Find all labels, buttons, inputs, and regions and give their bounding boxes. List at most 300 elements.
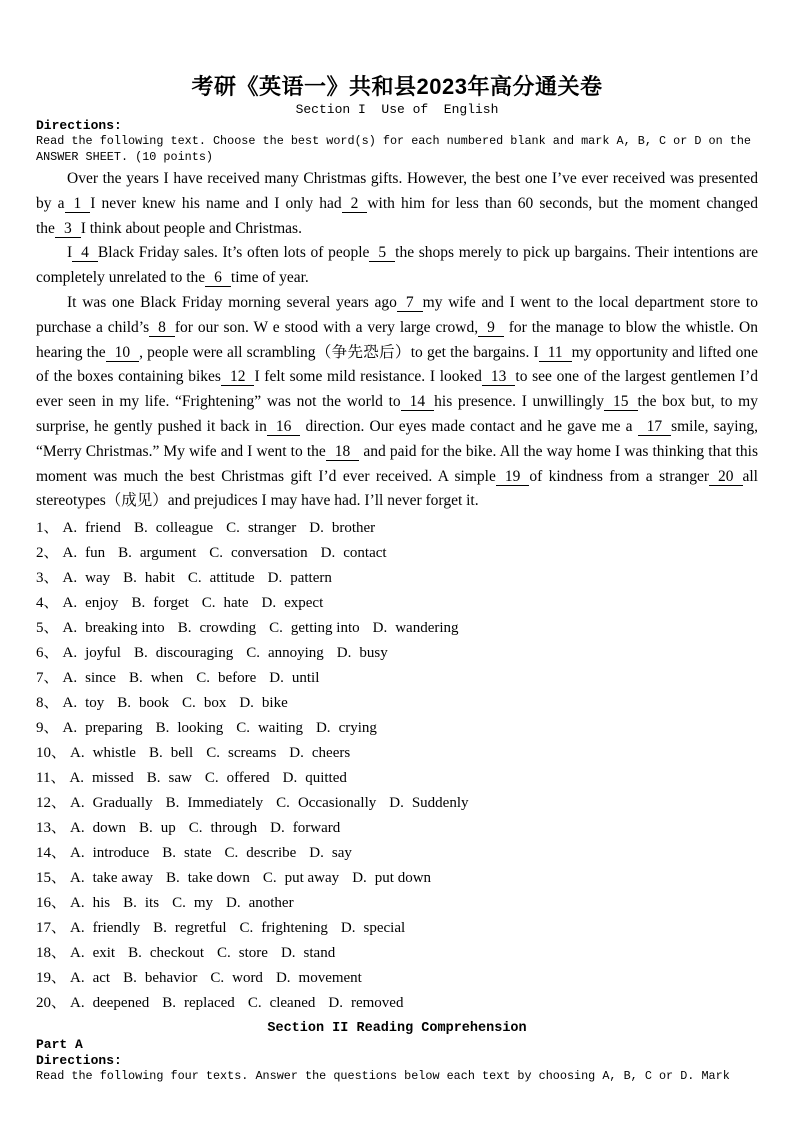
option-text: discouraging <box>155 645 234 662</box>
option-c <box>236 720 303 736</box>
question-row-18 <box>36 941 758 966</box>
option-b <box>153 920 226 936</box>
option-text: stand <box>303 945 336 962</box>
option-letter: B. <box>155 720 170 737</box>
question-number: 14、 <box>36 845 67 862</box>
option-letter: D. <box>389 795 404 812</box>
option-a <box>70 820 126 836</box>
option-a <box>63 645 121 661</box>
option-text: when <box>150 670 184 687</box>
option-b <box>129 670 183 686</box>
question-row-10 <box>36 741 758 766</box>
option-text: frightening <box>261 920 328 937</box>
option-d <box>270 820 340 836</box>
option-text: expect <box>284 595 324 612</box>
option-letter: A. <box>70 920 85 937</box>
option-text: act <box>92 970 111 987</box>
option-c <box>202 595 249 611</box>
option-d <box>276 970 362 986</box>
option-letter: A. <box>62 620 78 637</box>
option-d <box>289 745 350 761</box>
option-letter: C. <box>262 870 277 887</box>
question-row-19 <box>36 966 758 991</box>
option-text: before <box>217 670 257 687</box>
option-text: Immediately <box>187 795 264 812</box>
option-c <box>225 845 297 861</box>
option-text: take down <box>187 870 250 887</box>
option-text: brother <box>331 520 376 537</box>
option-d <box>269 670 319 686</box>
option-a <box>70 870 153 886</box>
option-text: forget <box>153 595 189 612</box>
question-row-5 <box>36 616 758 641</box>
option-text: movement <box>298 970 362 987</box>
option-letter: B. <box>123 970 137 987</box>
option-letter: D. <box>309 845 324 862</box>
option-d <box>281 945 335 961</box>
option-text: pattern <box>290 570 332 587</box>
section2-directions-line: Read the following four texts. Answer the questions below each text by choosing A, B, C or D. Mark <box>36 1069 730 1084</box>
option-c <box>226 520 296 536</box>
option-c <box>210 970 263 986</box>
option-letter: C. <box>210 970 225 987</box>
section1-heading: Section I Use of English <box>295 102 499 117</box>
option-text: removed <box>350 995 404 1012</box>
option-text: friend <box>85 520 121 537</box>
question-number: 10、 <box>36 745 67 762</box>
option-c <box>248 995 316 1011</box>
option-c <box>240 920 328 936</box>
option-d <box>337 645 388 661</box>
option-letter: A. <box>70 995 85 1012</box>
question-row-8 <box>36 691 758 716</box>
question-number: 16、 <box>36 895 67 912</box>
option-letter: C. <box>187 570 202 587</box>
section2-heading: Section II Reading Comprehension <box>267 1021 527 1037</box>
option-text: missed <box>92 770 134 787</box>
option-letter: A. <box>70 895 85 912</box>
option-text: box <box>203 695 227 712</box>
option-letter: D. <box>226 895 241 912</box>
question-row-3 <box>36 566 758 591</box>
option-c <box>269 620 360 636</box>
option-text: breaking into <box>85 620 165 637</box>
option-text: hate <box>223 595 249 612</box>
option-letter: C. <box>172 895 186 912</box>
passage-paragraph: It was one Black Friday morning several years ago 7 my wife and I went to the local department store to purchase a child’s 8 for our son. W e stood with a very large crowd, 9 for the manage to blow the whistle. On hearing the 10 , people were all scrambling（争先恐后）to get the bargains. I 11 my opportunity and lifted one of the boxes containing bikes 12 I felt some mild resistance. I looked 13 to see one of the largest gentlemen I’d ever seen in my life. “Frightening” was not the world to 14 his presence. I unwillingly 15 the box but, to my surprise, he gently pushed it back in 16 direction. Our eyes made contact and he gave me a 17 smile, saying, “Merry Christmas.” My wife and I went to the 18 and paid for the bike. All the way home I was thinking that this moment was much the best Christmas gift I’d ever received. A simple 19 of kindness from a stranger 20 all stereotypes（成见）and prejudices I may have had. I’ll never forget it. <box>36 293 759 510</box>
option-a <box>63 620 165 636</box>
option-text: contact <box>343 545 387 562</box>
option-b <box>123 570 175 586</box>
option-text: Gradually <box>92 795 153 812</box>
option-text: store <box>238 945 268 962</box>
option-letter: B. <box>133 520 148 537</box>
option-letter: A. <box>70 745 85 762</box>
option-text: friendly <box>92 920 141 937</box>
option-letter: D. <box>261 595 277 612</box>
option-b <box>178 620 256 636</box>
option-text: behavior <box>144 970 198 987</box>
option-text: exit <box>92 945 116 962</box>
option-a <box>63 520 121 536</box>
question-number: 9、 <box>36 720 59 737</box>
option-a <box>63 545 106 561</box>
question-number: 1、 <box>36 520 59 537</box>
option-text: cleaned <box>269 995 316 1012</box>
cloze-blank-18: 18 <box>326 443 360 461</box>
option-text: through <box>210 820 258 837</box>
question-row-1 <box>36 516 758 541</box>
option-text: quitted <box>305 770 347 787</box>
question-row-15 <box>36 866 758 891</box>
section1-directions-label: Directions: <box>36 118 122 133</box>
question-number: 18、 <box>36 945 67 962</box>
option-c <box>205 770 270 786</box>
option-d <box>316 720 377 736</box>
cloze-blank-9: 9 <box>478 319 504 337</box>
option-letter: C. <box>247 995 262 1012</box>
option-text: regretful <box>174 920 227 937</box>
option-text: bike <box>261 695 288 712</box>
option-text: argument <box>139 545 197 562</box>
option-letter: C. <box>269 620 283 637</box>
option-b <box>123 895 159 911</box>
option-text: describe <box>246 845 297 862</box>
option-text: conversation <box>231 545 308 562</box>
option-text: my <box>193 895 214 912</box>
option-b <box>118 545 196 561</box>
question-number: 19、 <box>36 970 67 987</box>
option-text: preparing <box>85 720 143 737</box>
option-a <box>70 845 149 861</box>
option-letter: A. <box>69 770 85 787</box>
option-letter: B. <box>138 820 153 837</box>
option-letter: C. <box>246 645 260 662</box>
option-text: busy <box>359 645 388 662</box>
option-b <box>123 970 197 986</box>
cloze-blank-3: 3 <box>55 220 81 238</box>
option-d <box>268 570 332 586</box>
option-letter: A. <box>70 970 85 987</box>
option-letter: B. <box>117 695 132 712</box>
option-a <box>70 795 153 811</box>
question-list <box>36 516 758 1016</box>
option-text: enjoy <box>85 595 119 612</box>
option-text: cheers <box>311 745 351 762</box>
question-row-6 <box>36 641 758 666</box>
option-d <box>328 995 403 1011</box>
option-c <box>217 945 268 961</box>
option-text: looking <box>177 720 224 737</box>
option-letter: B. <box>148 745 163 762</box>
option-letter: D. <box>352 870 367 887</box>
option-a <box>69 770 133 786</box>
section2-directions-label: Directions: <box>36 1053 122 1069</box>
question-number: 12、 <box>36 795 67 812</box>
cloze-blank-20: 20 <box>709 468 743 486</box>
option-b <box>162 995 235 1011</box>
option-text: screams <box>227 745 277 762</box>
option-b <box>131 595 188 611</box>
option-letter: B. <box>118 545 132 562</box>
option-letter: B. <box>133 645 148 662</box>
question-row-20 <box>36 991 758 1016</box>
question-number: 4、 <box>36 595 59 612</box>
option-letter: D. <box>267 570 283 587</box>
question-number: 15、 <box>36 870 67 887</box>
option-letter: D. <box>336 645 352 662</box>
option-letter: B. <box>131 595 146 612</box>
cloze-blank-19: 19 <box>496 468 530 486</box>
option-b <box>162 845 211 861</box>
option-letter: B. <box>146 770 161 787</box>
option-text: down <box>92 820 126 837</box>
option-a <box>70 745 136 761</box>
question-number: 17、 <box>36 920 67 937</box>
option-letter: B. <box>162 845 177 862</box>
option-text: book <box>139 695 170 712</box>
option-letter: B. <box>165 795 180 812</box>
option-text: saw <box>168 770 192 787</box>
option-letter: A. <box>62 720 78 737</box>
option-letter: A. <box>70 845 85 862</box>
cloze-blank-11: 11 <box>539 344 572 362</box>
option-letter: C. <box>188 820 203 837</box>
option-b <box>156 720 224 736</box>
option-text: state <box>184 845 212 862</box>
option-text: word <box>232 970 263 987</box>
question-number: 5、 <box>36 620 59 637</box>
option-letter: A. <box>62 595 78 612</box>
option-letter: C. <box>226 520 240 537</box>
option-letter: D. <box>315 720 331 737</box>
option-c <box>172 895 213 911</box>
option-d <box>309 520 375 536</box>
option-text: habit <box>144 570 175 587</box>
option-text: stranger <box>247 520 297 537</box>
option-text: another <box>248 895 294 912</box>
option-d <box>309 845 352 861</box>
option-d <box>283 770 347 786</box>
option-text: up <box>160 820 176 837</box>
option-letter: A. <box>70 820 85 837</box>
option-b <box>134 645 233 661</box>
option-text: whistle <box>92 745 136 762</box>
option-letter: C. <box>236 720 250 737</box>
option-letter: B. <box>123 895 137 912</box>
option-letter: B. <box>162 995 177 1012</box>
question-row-13 <box>36 816 758 841</box>
option-text: take away <box>92 870 153 887</box>
option-text: wandering <box>395 620 459 637</box>
option-text: crowding <box>199 620 257 637</box>
cloze-blank-14: 14 <box>401 393 435 411</box>
option-text: offered <box>226 770 270 787</box>
option-a <box>70 895 110 911</box>
option-b <box>149 745 193 761</box>
option-b <box>166 795 264 811</box>
option-c <box>206 745 276 761</box>
option-letter: A. <box>70 795 85 812</box>
question-number: 2、 <box>36 545 59 562</box>
option-b <box>147 770 192 786</box>
option-d <box>352 870 431 886</box>
option-letter: B. <box>166 870 180 887</box>
option-letter: A. <box>70 870 85 887</box>
option-b <box>128 945 204 961</box>
option-d <box>226 895 294 911</box>
option-text: replaced <box>184 995 235 1012</box>
option-letter: C. <box>182 695 196 712</box>
option-c <box>209 545 307 561</box>
option-letter: D. <box>270 820 285 837</box>
option-text: getting into <box>290 620 360 637</box>
option-b <box>139 820 176 836</box>
option-c <box>189 820 257 836</box>
cloze-blank-17: 17 <box>638 418 672 436</box>
option-a <box>70 970 110 986</box>
section1-directions-line: Read the following text. Choose the best word(s) for each numbered blank and mark A, B, C or D on the <box>36 134 752 148</box>
question-number: 3、 <box>36 570 59 587</box>
option-letter: D. <box>289 745 304 762</box>
option-text: Suddenly <box>411 795 469 812</box>
question-row-11 <box>36 766 758 791</box>
option-letter: D. <box>282 770 298 787</box>
option-letter: B. <box>153 920 167 937</box>
option-text: annoying <box>267 645 324 662</box>
option-letter: A. <box>70 945 85 962</box>
section1-directions-line: ANSWER SHEET. (10 points) <box>36 149 213 164</box>
question-number: 13、 <box>36 820 67 837</box>
option-letter: B. <box>177 620 192 637</box>
part-a-label: Part A <box>36 1037 83 1053</box>
option-c <box>246 645 324 661</box>
question-number: 20、 <box>36 995 67 1012</box>
question-row-17 <box>36 916 758 941</box>
question-number: 7、 <box>36 670 59 687</box>
option-b <box>134 520 213 536</box>
option-text: colleague <box>155 520 214 537</box>
question-row-12 <box>36 791 758 816</box>
option-letter: D. <box>320 545 336 562</box>
question-row-7 <box>36 666 758 691</box>
option-a <box>70 945 115 961</box>
option-letter: D. <box>372 620 388 637</box>
option-letter: C. <box>196 670 210 687</box>
question-row-4 <box>36 591 758 616</box>
option-letter: D. <box>275 970 291 987</box>
option-text: way <box>85 570 111 587</box>
option-a <box>63 570 111 586</box>
cloze-blank-16: 16 <box>267 418 301 436</box>
option-letter: B. <box>128 670 143 687</box>
passage-paragraph: Over the years I have received many Christmas gifts. However, the best one I’ve ever received was presented by a 1 I never knew his name and I only had 2 with him for less than 60 seconds, but the moment changed the 3 I think about people and Christmas. <box>36 170 758 237</box>
option-a <box>70 995 149 1011</box>
option-letter: A. <box>62 520 78 537</box>
question-number: 6、 <box>36 645 59 662</box>
option-letter: D. <box>340 920 356 937</box>
option-letter: C. <box>201 595 216 612</box>
option-c <box>188 570 255 586</box>
option-letter: D. <box>239 695 254 712</box>
passage-paragraph: I 4 Black Friday sales. It’s often lots of people 5 the shops merely to pick up bargains. Their intentions are completely unrelated to the 6 time of year. <box>36 244 759 287</box>
page-title: 考研《英语一》共和县2023年高分通关卷 <box>191 74 603 99</box>
option-c <box>263 870 339 886</box>
option-b <box>117 695 169 711</box>
cloze-blank-5: 5 <box>369 244 395 262</box>
option-letter: A. <box>62 545 78 562</box>
question-row-2 <box>36 541 758 566</box>
option-letter: C. <box>206 745 220 762</box>
option-letter: A. <box>62 570 78 587</box>
option-a <box>63 720 143 736</box>
option-d <box>341 920 405 936</box>
cloze-blank-13: 13 <box>482 368 516 386</box>
option-a <box>63 595 119 611</box>
option-text: crying <box>338 720 377 737</box>
option-letter: D. <box>309 520 324 537</box>
option-text: his <box>92 895 111 912</box>
option-letter: C. <box>217 945 231 962</box>
option-text: Occasionally <box>297 795 377 812</box>
option-letter: D. <box>280 945 296 962</box>
question-row-16 <box>36 891 758 916</box>
option-letter: D. <box>269 670 284 687</box>
option-b <box>166 870 250 886</box>
option-d <box>321 545 387 561</box>
option-text: toy <box>85 695 105 712</box>
option-text: its <box>144 895 160 912</box>
option-letter: C. <box>209 545 224 562</box>
option-text: put down <box>374 870 432 887</box>
question-number: 11、 <box>36 770 66 787</box>
option-letter: B. <box>128 945 142 962</box>
question-number: 8、 <box>36 695 59 712</box>
cloze-blank-8: 8 <box>149 319 175 337</box>
option-text: fun <box>85 545 106 562</box>
option-text: joyful <box>85 645 121 662</box>
option-c <box>276 795 376 811</box>
option-text: since <box>85 670 116 687</box>
option-letter: B. <box>123 570 137 587</box>
option-text: waiting <box>257 720 303 737</box>
cloze-blank-1: 1 <box>65 195 91 213</box>
cloze-blank-15: 15 <box>604 393 638 411</box>
option-text: until <box>291 670 320 687</box>
option-c <box>196 670 256 686</box>
option-letter: C. <box>224 845 239 862</box>
option-text: forward <box>292 820 341 837</box>
cloze-blank-4: 4 <box>72 244 98 262</box>
option-text: attitude <box>209 570 255 587</box>
option-text: special <box>363 920 406 937</box>
option-text: bell <box>170 745 194 762</box>
cloze-blank-6: 6 <box>205 269 231 287</box>
option-letter: C. <box>204 770 219 787</box>
option-c <box>182 695 226 711</box>
cloze-blank-12: 12 <box>221 368 255 386</box>
option-d <box>262 595 324 611</box>
option-text: say <box>331 845 352 862</box>
cloze-blank-2: 2 <box>342 195 368 213</box>
option-letter: A. <box>62 695 78 712</box>
option-a <box>63 695 105 711</box>
option-text: put away <box>284 870 340 887</box>
cloze-blank-7: 7 <box>397 294 423 312</box>
cloze-passage <box>36 167 758 514</box>
cloze-blank-10: 10 <box>106 344 140 362</box>
option-text: checkout <box>149 945 205 962</box>
